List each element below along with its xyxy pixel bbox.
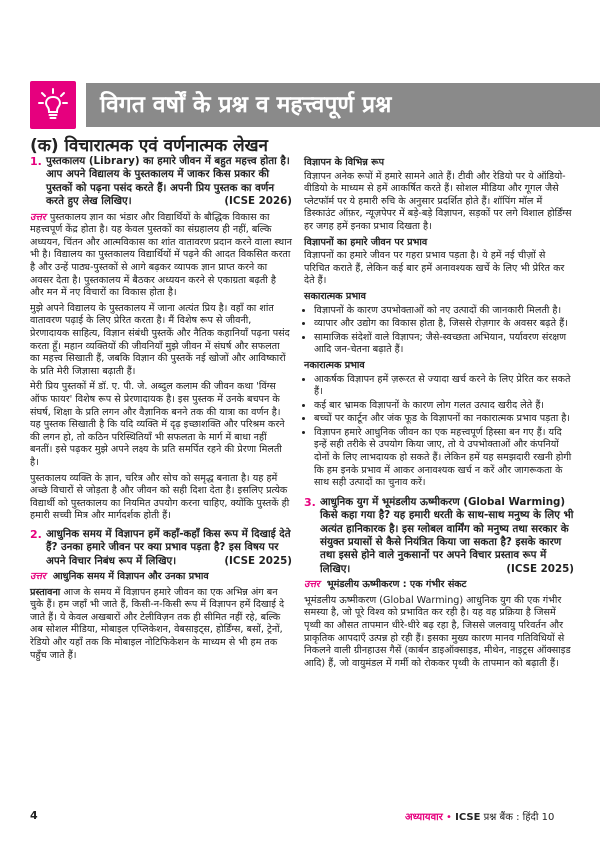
answer-paragraph: पुस्तकालय व्यक्ति के ज्ञान, चरित्र और सोच को समृद्ध बनाता है। यह हमें अच्छे विचारों से जोड़ता है और जीवन को सही दिशा देता है। इसलिए प्रत्येक विद्यार्थी को पुस्तकालय का नियमित उपयोग करना चाहिए, क्योंकि पुस्तकें ही हमारी सच्ची मित्र और मार्गदर्शक होती हैं। xyxy=(30,472,290,522)
exam-tag: (ICSE 2026) xyxy=(224,195,292,208)
footer-dot: • xyxy=(446,812,452,823)
answer-title: भूमंडलीय ऊष्मीकरण : एक गंभीर संकट xyxy=(326,579,467,591)
answer-paragraph: विज्ञापनों का हमारे जीवन पर गहरा प्रभाव पड़ता है। ये हमें नई चीज़ों से परिचित कराते हैं, लेकिन कई बार हमें अनावश्यक खर्चे के लिए भी प्रेरित कर देते हैं। xyxy=(304,250,565,287)
chapter-banner xyxy=(0,83,600,127)
answer-title-line xyxy=(304,579,574,592)
sub-heading: प्रस्तावना xyxy=(30,586,61,598)
footer-book-title xyxy=(405,809,554,823)
question-1 xyxy=(30,155,292,209)
answer-paragraph: मुझे अपने विद्यालय के पुस्तकालय में जाना अत्यंत प्रिय है। वहाँ का शांत वातावरण पढ़ाई के लिए प्रेरित करता है। मैं विशेष रूप से जीवनी, प्रेरणादायक साहित्य, विज्ञान संबंधी पुस्तकें और नैतिक कहानियाँ पढ़ना पसंद करता हूँ। महान व्यक्तियों की जीवनियाँ मुझे जीवन में संघर्ष और सफलता का महत्त्व सिखाती हैं, जबकि विज्ञान की पुस्तकें नई खोजों और आविष्कारों के प्रति मेरी जिज्ञासा बढ़ाती हैं। xyxy=(30,302,290,377)
answer-label: उत्तर xyxy=(30,211,46,223)
question-3 xyxy=(304,496,574,576)
list-item: • आकर्षक विज्ञापन हमें ज़रूरत से ज्यादा खर्च करने के लिए प्रेरित कर सकते हैं। xyxy=(314,374,574,399)
question-text: आधुनिक युग में भूमंडलीय ऊष्मीकरण (Global Warming) किसे कहा गया है? यह हमारी धरती के साथ-साथ मनुष्य के लिए भी अत्यंत हानिकारक है। इस ग्लोबल वार्मिंग को मनुष्य तथा सरकार के संयुक्त प्रयासों से कैसे नियंत्रित किया जा सकता है? इसके कारण तथा इससे होने वाले नुकसानों पर अपने विचार प्रस्ताव रूप में लिखिए। (ICSE 2025) xyxy=(320,495,574,575)
answer-paragraph: मेरी प्रिय पुस्तकों में डॉ. ए. पी. जे. अब्दुल कलाम की जीवन कथा 'विंग्स ऑफ फायर' विशेष रूप से प्रेरणादायक है। इस पुस्तक में उनके बचपन के संघर्ष, शिक्षा के प्रति लगन और वैज्ञानिक बनने तक की यात्रा का वर्णन है। यह पुस्तक सिखाती है कि यदि व्यक्ति में दृढ़ इच्छाशक्ति और परिश्रम करने की लगन हो, तो कठिन परिस्थितियाँ भी सफलता के मार्ग में बाधा नहीं बनतीं। इसे पढ़कर मुझे अपने लक्ष्य के प्रति समर्पित रहने की प्रेरणा मिलती है। xyxy=(30,381,285,468)
answer-title: आधुनिक समय में विज्ञापन और उनका प्रभाव xyxy=(52,571,209,583)
question-number: 2. xyxy=(30,527,42,541)
question-text: आधुनिक समय में विज्ञापन हमें कहाँ-कहाँ किस रूप में दिखाई देते हैं? उनका हमारे जीवन पर क्या प्रभाव पड़ता है? इस विषय पर अपने विचार निबंध रूप में लिखिए। (ICSE 2025) xyxy=(46,527,292,567)
question-text: पुस्तकालय (Library) का हमारे जीवन में बहुत महत्त्व होता है। आप अपने विद्यालय के पुस्तकालय में जाकर किस प्रकार की पुस्तकों को पढ़ना पसंद करते हैं। अपनी प्रिय पुस्तक का वर्णन करते हुए लेख लिखिए। (ICSE 2026) xyxy=(46,155,292,208)
question-number: 3. xyxy=(304,495,316,509)
list-item: • विज्ञापन हमारे आधुनिक जीवन का एक महत्त्वपूर्ण हिस्सा बन गए हैं। यदि इन्हें सही तरीके से उपयोग किया जाए, तो ये उपभोक्ताओं और कंपनियों दोनों के लिए लाभदायक हो सकते हैं। लेकिन हमें यह समझदारी रखनी होगी कि हम इनके प्रभाव में आकर अनावश्यक खर्च न करें और जागरूकता के साथ सही उत्पादों का चुनाव करें। xyxy=(314,427,574,490)
page-number: 4 xyxy=(30,809,38,822)
sub-heading: विज्ञापनों का हमारे जीवन पर प्रभाव xyxy=(304,236,428,248)
question-2 xyxy=(30,528,292,568)
answer-title-line xyxy=(30,571,292,584)
list-item: • व्यापार और उद्योग का विकास होता है, जिससे रोज़गार के अवसर बढ़ते हैं। xyxy=(314,318,574,331)
list-item: • बच्चों पर कार्टून और जंक फूड के विज्ञापनों का नकारात्मक प्रभाव पड़ता है। xyxy=(314,413,574,426)
footer-book: ICSE xyxy=(455,812,481,823)
answer-paragraph: विज्ञापन अनेक रूपों में हमारे सामने आते हैं। टीवी और रेडियो पर ये ऑडियो-वीडियो के माध्यम से हमें आकर्षित करते हैं। सोशल मीडिया और गूगल जैसे प्लेटफॉर्म पर ये हमारी रुचि के अनुसार प्रदर्शित होते हैं। शॉपिंग मॉल में डिस्काउंट ऑफ़र, न्यूज़पेपर में बड़े-बड़े विज्ञापन, सड़कों पर लगे विशाल होर्डिंग्स हर जगह हमें इनका प्रभाव दिखता है। xyxy=(304,170,572,232)
answer-label: उत्तर xyxy=(304,579,320,591)
answer-paragraph: उत्तर पुस्तकालय ज्ञान का भंडार और विद्यार्थियों के बौद्धिक विकास का महत्त्वपूर्ण केंद्र होता है। यह केवल पुस्तकों का संग्रहालय ही नहीं, बल्कि अध्ययन, चिंतन और आत्मविकास का शांत वातावरण प्रदान करने वाला स्थान भी है। विद्यालय का पुस्तकालय विद्यार्थियों में पढ़ने की आदत विकसित करता है और उन्हें पाठ्य-पुस्तकों से आगे बढ़कर व्यापक ज्ञान प्राप्त करने का अवसर देता है। पुस्तकालय में बैठकर अध्ययन करने से एकाग्रता बढ़ती है और मन में नए विचारों का विकास होता है। xyxy=(30,211,293,299)
sub-heading: नकारात्मक प्रभाव xyxy=(304,359,365,371)
lightbulb-icon xyxy=(38,88,68,122)
answer-paragraph: प्रस्तावना आज के समय में विज्ञापन हमारे जीवन का एक अभिन्न अंग बन चुके हैं। हम जहाँ भी जाते हैं, किसी-न-किसी रूप में विज्ञापन हमें दिखाई दे जाते हैं। ये केवल अखबारों और टेलीविज़न तक ही सीमित नहीं रहे, बल्कि अब सोशल मीडिया, मोबाइल एप्लिकेशन, वेबसाइट्स, होर्डिंग्स, बसों, ट्रेनों, रेडियो और यहाँ तक कि मोबाइल नोटिफिकेशन के माध्यम से भी हम तक पहुँच जाते हैं। xyxy=(30,586,285,661)
banner-title: विगत वर्षों के प्रश्न व महत्त्वपूर्ण प्रश्न xyxy=(100,92,392,118)
footer-brand: अध्यायवार xyxy=(405,812,443,823)
sub-heading: विज्ञापन के विभिन्न रूप xyxy=(304,157,385,168)
footer-book-rest: प्रश्न बैंक : हिंदी 10 xyxy=(483,812,555,823)
answer-label: उत्तर xyxy=(30,571,46,583)
list-item: • विज्ञापनों के कारण उपभोक्ताओं को नए उत्पादों की जानकारी मिलती है। xyxy=(314,305,574,318)
bulb-icon-box xyxy=(30,81,76,129)
list-item: • कई बार भ्रामक विज्ञापनों के कारण लोग गलत उत्पाद खरीद लेते हैं। xyxy=(314,400,574,413)
exam-tag: (ICSE 2025) xyxy=(506,562,574,575)
exam-tag: (ICSE 2025) xyxy=(224,554,292,567)
question-number: 1. xyxy=(30,155,42,168)
section-title: (क) विचारात्मक एवं वर्णनात्मक लेखन xyxy=(30,136,268,156)
sub-heading: सकारात्मक प्रभाव xyxy=(304,290,366,302)
negative-list xyxy=(304,374,574,490)
right-column xyxy=(304,155,574,673)
answer-paragraph: भूमंडलीय ऊष्मीकरण (Global Warming) आधुनिक युग की एक गंभीर समस्या है, जो पूरे विश्व को प्रभावित कर रही है। यह वह प्रक्रिया है जिसमें पृथ्वी का औसत तापमान धीरे-धीरे बढ़ रहा है, जिससे जलवायु परिवर्तन और प्राकृतिक आपदाएँ उत्पन्न हो रही हैं। इसका मुख्य कारण मानव गतिविधियों से निकलने वाली ग्रीनहाउस गैसें (कार्बन डाइऑक्साइड, मीथेन, नाइट्रस ऑक्साइड आदि) हैं, जो वायुमंडल में गर्मी को रोककर पृथ्वी के तापमान को बढ़ाती हैं। xyxy=(304,594,571,669)
left-column xyxy=(30,155,292,665)
list-item: • सामाजिक संदेशों वाले विज्ञापन; जैसे-स्वच्छता अभियान, पर्यावरण संरक्षण आदि जन-चेतना बढ़ाते हैं। xyxy=(314,332,574,357)
positive-list xyxy=(304,305,574,357)
